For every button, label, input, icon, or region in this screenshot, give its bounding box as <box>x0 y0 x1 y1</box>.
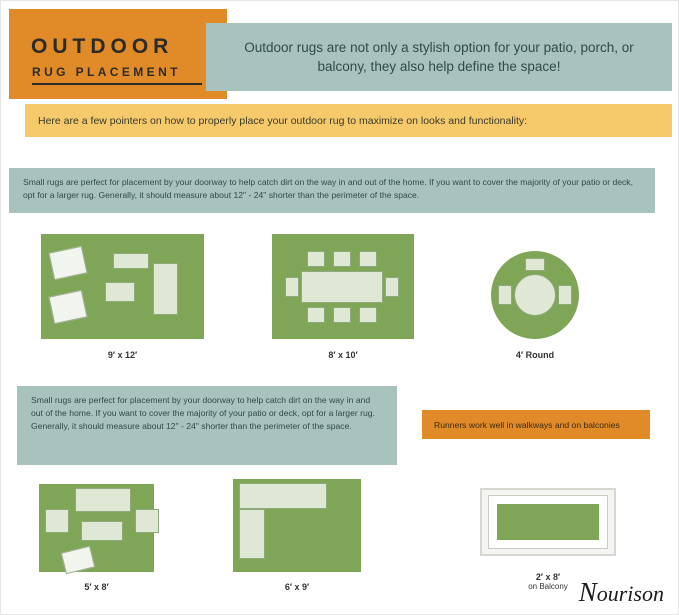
dining-chair-3 <box>359 251 377 267</box>
headline-text: Outdoor rugs are not only a stylish option for your patio, porch, or balcony, they also help define the space! <box>244 40 634 74</box>
rug-4round-caption: 4′ Round <box>515 350 555 360</box>
sofa-5x8 <box>75 488 131 512</box>
bistro-table <box>514 274 556 316</box>
tip-band-bottom-text: Small rugs are perfect for placement by your doorway to help catch dirt on the way in and out of the home. If you want to cover the majority of your patio or deck, opt for a larger rug. Generally, it should measure about 12" - 24" shorter than the perimeter of the space. <box>31 395 375 431</box>
coffee-table <box>105 282 135 302</box>
dining-chair-4 <box>307 307 325 323</box>
runner-note-text: Runners work well in walkways and on balconies <box>434 419 620 430</box>
armchair-5x8-2 <box>135 509 159 533</box>
dining-chair-5 <box>333 307 351 323</box>
side-table <box>113 253 149 269</box>
dining-chair-6 <box>359 307 377 323</box>
brand-logo-rest: ourison <box>596 581 664 606</box>
sectional-long <box>239 483 327 509</box>
bistro-chair-3 <box>525 258 545 271</box>
rug-8x10-caption: 8′ x 10′ <box>328 350 358 360</box>
headline-banner <box>206 23 672 91</box>
rug-6x9-caption: 6′ x 9′ <box>284 582 310 592</box>
title-divider <box>32 83 202 85</box>
page-title: OUTDOOR <box>31 35 174 58</box>
sofa <box>153 263 178 315</box>
bistro-chair-1 <box>498 285 512 305</box>
subhead-banner <box>25 104 672 137</box>
tip-band-top-text: Small rugs are perfect for placement by your doorway to help catch dirt on the way in and out of the home. If you want to cover the majority of your patio or deck, opt for a larger rug. Generally, it should measure about 12" - 24" shorter than the perimeter of the space. <box>23 177 633 200</box>
dining-chair-2 <box>333 251 351 267</box>
brand-logo <box>579 577 664 608</box>
rug-5x8-caption: 5′ x 8′ <box>84 582 109 592</box>
dining-chair-1 <box>307 251 325 267</box>
rug-2x8-shape <box>497 504 599 540</box>
tip-band-top <box>9 168 655 213</box>
coffee-table-5x8 <box>81 521 123 541</box>
dining-chair-8 <box>385 277 399 297</box>
brand-logo-initial: N <box>578 577 597 607</box>
dining-chair-7 <box>285 277 299 297</box>
title-block <box>9 9 227 99</box>
subhead-text: Here are a few pointers on how to properly place your outdoor rug to maximize on looks and functionality: <box>38 114 528 127</box>
bistro-chair-2 <box>558 285 572 305</box>
dining-table <box>301 271 383 303</box>
rug-2x8-caption: 2′ x 8′ on Balcony <box>528 572 568 591</box>
rug-9x12-caption: 9′ x 12′ <box>107 350 138 360</box>
tip-band-bottom <box>17 386 397 465</box>
runner-note-band <box>422 410 650 439</box>
armchair-5x8-1 <box>45 509 69 533</box>
sectional-corner <box>239 509 265 559</box>
page-subtitle: RUG PLACEMENT <box>32 65 181 79</box>
